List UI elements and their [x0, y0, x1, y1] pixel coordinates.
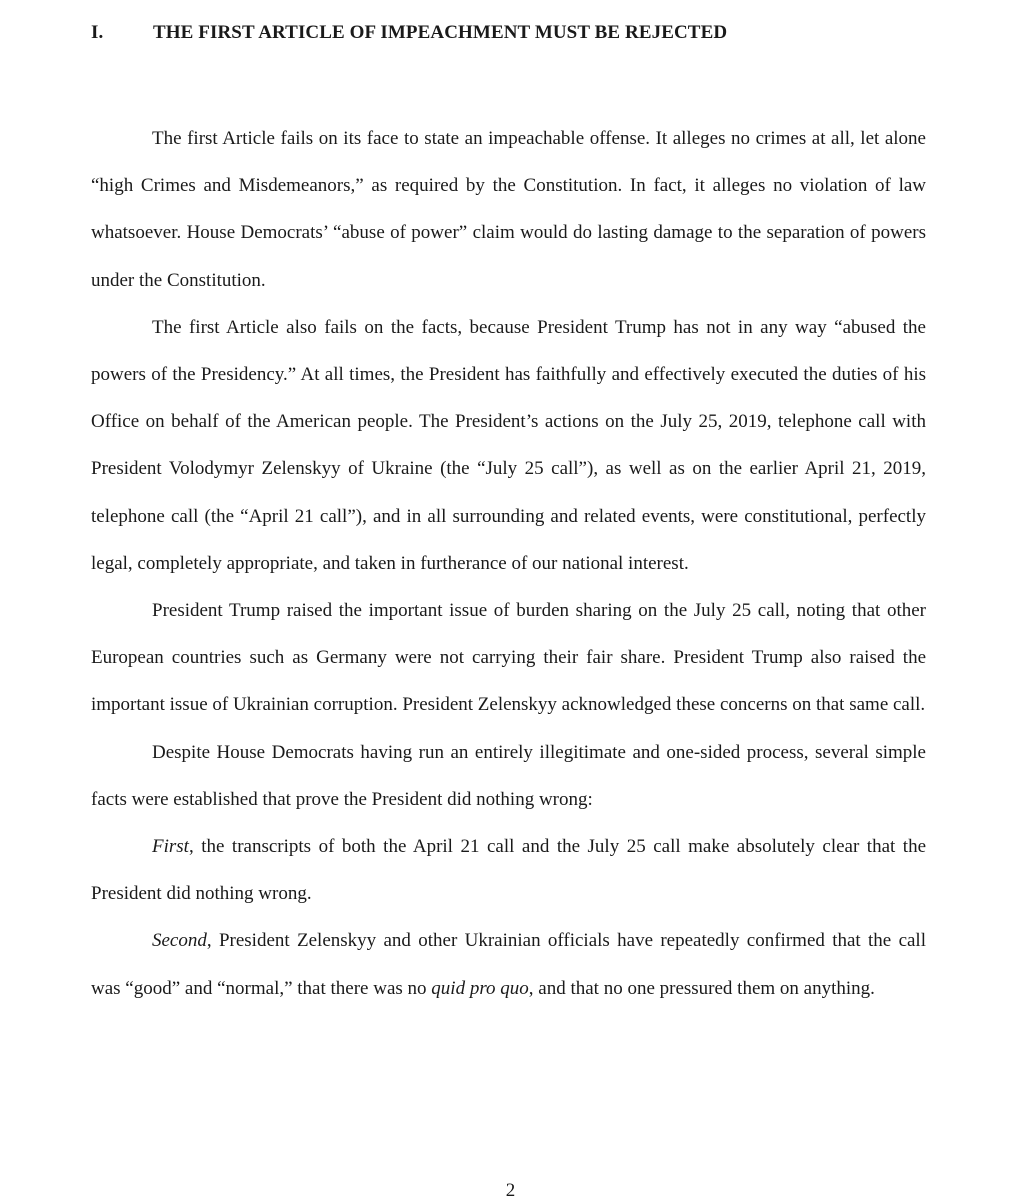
section-number: I. [91, 22, 104, 43]
page-number: 2 [505, 1180, 516, 1201]
paragraph-2: The first Article also fails on the facts, because President Trump has not in any way “abused the powers of the Presidency.” At all times, the President has faithfully and effectively executed the duties of his Office on behalf of the American people. The President’s actions on the July 25, 2019, telephone call with President Volodymyr Zelenskyy of Ukraine (the “July 25 call”), as well as on the earlier April 21, 2019, telephone call (the “April 21 call”), and in all surrounding and related events, were constitutional, perfectly legal, completely appropriate, and taken in furtherance of our national interest. [91, 316, 926, 574]
paragraph-6-italic: quid pro quo [431, 977, 529, 999]
paragraph-5-lead: First [152, 836, 189, 858]
paragraph-6 [91, 917, 926, 1011]
paragraph-1: The first Article fails on its face to state an impeachable offense. It alleges no crimes at all, let alone “high Crimes and Misdemeanors,” as required by the Constitution. In fact, it alleges no violation of law whatsoever. House Democrats’ “abuse of power” claim would do lasting damage to the separation of powers under the Constitution. [91, 128, 926, 291]
section-title: THE FIRST ARTICLE OF IMPEACHMENT MUST BE REJECTED [153, 22, 728, 43]
section-heading [91, 22, 727, 44]
paragraph-5 [91, 823, 926, 917]
body-text [91, 115, 926, 1012]
paragraph-6-lead: Second [152, 930, 207, 952]
paragraph-6-text-before: , President Zelenskyy and other Ukrainian officials have repeatedly confirmed that the call was “good” and “normal,” that there was no [91, 930, 926, 999]
paragraph-4: Despite House Democrats having run an entirely illegitimate and one-sided process, several simple facts were established that prove the President did nothing wrong: [91, 741, 926, 810]
paragraph-5-text: , the transcripts of both the April 21 call and the July 25 call make absolutely clear that the President did nothing wrong. [91, 836, 926, 905]
paragraph-3: President Trump raised the important issue of burden sharing on the July 25 call, noting that other European countries such as Germany were not carrying their fair share. President Trump also raised the important issue of Ukrainian corruption. President Zelenskyy acknowledged these concerns on that same call. [91, 600, 926, 716]
paragraph-6-text-after: , and that no one pressured them on anything. [528, 977, 875, 999]
